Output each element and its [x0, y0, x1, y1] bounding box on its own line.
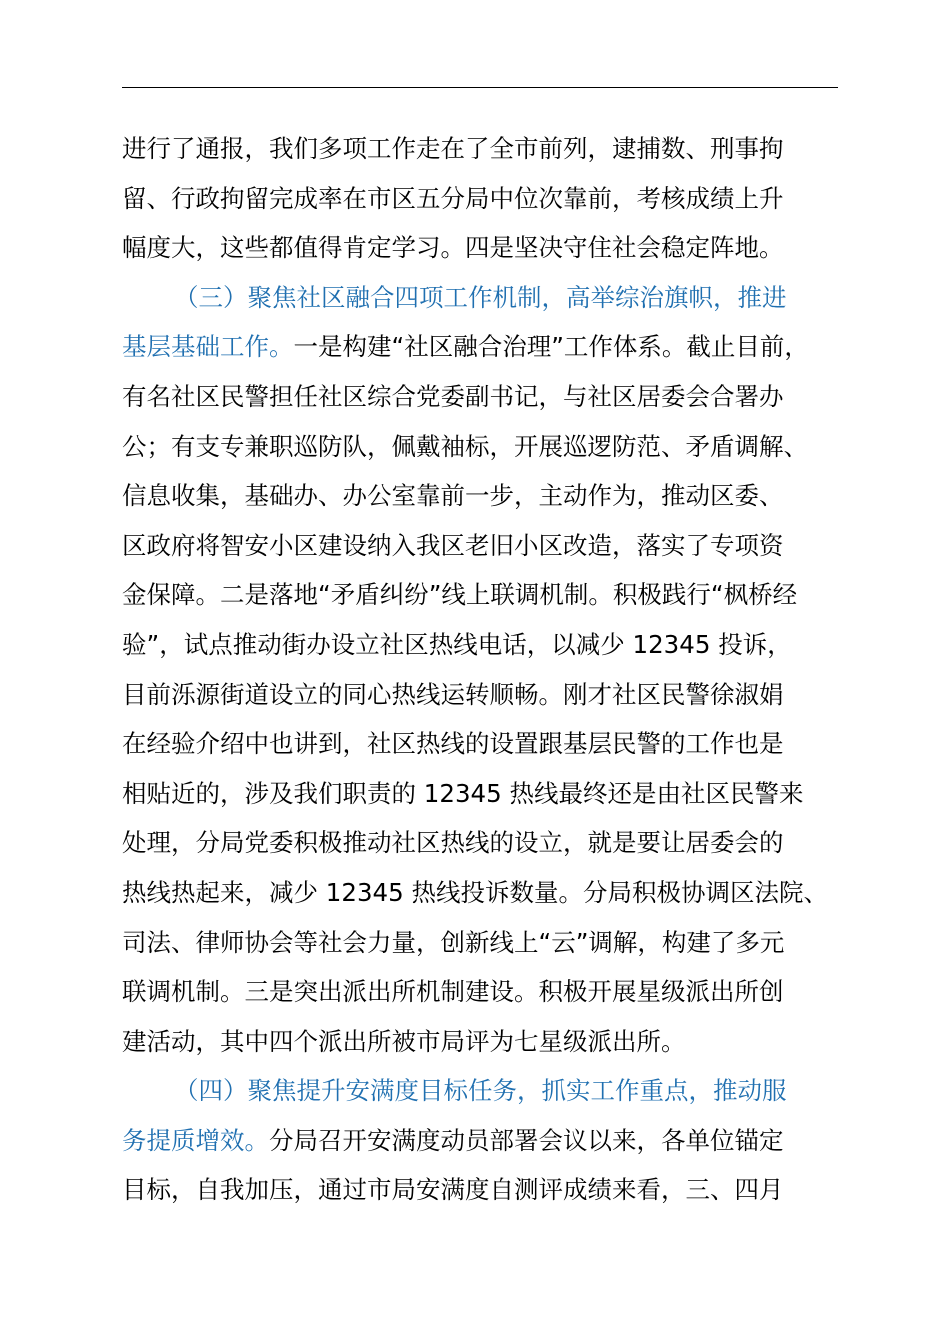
- paragraph-text: 处理，分局党委积极推动社区热线的设立，就是要让居委会的: [122, 828, 784, 858]
- header-rule: [122, 87, 838, 88]
- paragraph-text: 幅度大，这些都值得肯定学习。四是坚决守住社会稳定阵地。: [122, 233, 784, 263]
- text-line: [122, 322, 842, 372]
- text-line: [122, 769, 842, 819]
- document-body: [122, 124, 842, 1215]
- text-line: [122, 372, 842, 422]
- paragraph-text: 信息收集，基础办、办公室靠前一步，主动作为，推动区委、: [122, 481, 784, 511]
- section-heading-text: 基层基础工作。: [122, 332, 294, 362]
- paragraph-text: 一是构建“社区融合治理”工作体系。截止目前，: [293, 332, 809, 362]
- text-line: [122, 124, 842, 174]
- section-heading-text: （四）聚焦提升安满度目标任务，抓实工作重点，推动服: [174, 1076, 787, 1106]
- text-line: [122, 719, 842, 769]
- text-line: [122, 818, 842, 868]
- paragraph-text: 验”，试点推动街办设立社区热线电话，以减少 12345 投诉，: [122, 629, 792, 659]
- paragraph-text: 目标，自我加压，通过市局安满度自测评成绩来看，三、四月: [122, 1175, 784, 1205]
- text-line: [122, 521, 842, 571]
- text-line: [122, 422, 842, 472]
- paragraph-text: 目前泺源街道设立的同心热线运转顺畅。刚才社区民警徐淑娟: [122, 679, 784, 709]
- text-line: [122, 273, 842, 323]
- paragraph-text: 热线热起来，减少 12345 热线投诉数量。分局积极协调区法院、: [122, 877, 829, 907]
- text-line: [122, 223, 842, 273]
- paragraph-text: 分局召开安满度动员部署会议以来，各单位锚定: [269, 1125, 784, 1155]
- text-line: [122, 918, 842, 968]
- text-line: [122, 868, 842, 918]
- paragraph-text: 在经验介绍中也讲到，社区热线的设置跟基层民警的工作也是: [122, 729, 784, 759]
- paragraph-text: 相贴近的，涉及我们职责的 12345 热线最终还是由社区民警来: [122, 778, 804, 808]
- paragraph-text: 建活动，其中四个派出所被市局评为七星级派出所。: [122, 1026, 686, 1056]
- text-line: [122, 570, 842, 620]
- paragraph-text: 留、行政拘留完成率在市区五分局中位次靠前，考核成绩上升: [122, 183, 784, 213]
- paragraph-text: 金保障。二是落地“矛盾纠纷”线上联调机制。积极践行“枫桥经: [122, 580, 798, 610]
- text-line: [122, 174, 842, 224]
- paragraph-text: 联调机制。三是突出派出所机制建设。积极开展星级派出所创: [122, 977, 784, 1007]
- paragraph-text: 区政府将智安小区建设纳入我区老旧小区改造，落实了专项资: [122, 530, 784, 560]
- text-line: [122, 471, 842, 521]
- section-heading-text: （三）聚焦社区融合四项工作机制，高举综治旗帜，推进: [174, 282, 787, 312]
- text-line: [122, 1017, 842, 1067]
- paragraph-text: 公；有支专兼职巡防队，佩戴袖标，开展巡逻防范、矛盾调解、: [122, 431, 808, 461]
- section-heading-text: 务提质增效。: [122, 1125, 269, 1155]
- text-line: [122, 670, 842, 720]
- text-line: [122, 1066, 842, 1116]
- paragraph-text: 进行了通报，我们多项工作走在了全市前列，逮捕数、刑事拘: [122, 134, 784, 163]
- text-line: [122, 620, 842, 670]
- text-line: [122, 1165, 842, 1215]
- text-line: [122, 1116, 842, 1166]
- paragraph-text: 司法、律师协会等社会力量，创新线上“云”调解，构建了多元: [122, 927, 785, 957]
- paragraph-text: 有名社区民警担任社区综合党委副书记，与社区居委会合署办: [122, 381, 784, 411]
- text-line: [122, 967, 842, 1017]
